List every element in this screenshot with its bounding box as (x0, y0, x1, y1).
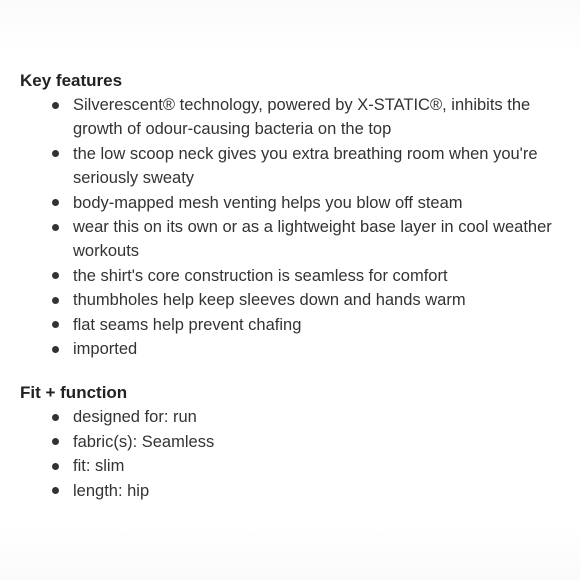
list-item (52, 142, 570, 191)
bottom-background-band (0, 528, 580, 580)
bullet-icon (52, 102, 59, 109)
list-item (52, 454, 570, 478)
list-item-text: length: hip (73, 481, 150, 500)
bullet-icon (52, 487, 59, 494)
list-item-text: wear this on its own or as a lightweight base layer in cool weather workouts (73, 218, 552, 261)
list-item-text: fabric(s): Seamless (73, 432, 215, 451)
bullet-icon (52, 346, 59, 353)
bullet-icon (52, 297, 59, 304)
top-background-band (0, 0, 580, 52)
list-item-text: thumbholes help keep sleeves down and hands warm (73, 291, 466, 310)
list-item (52, 288, 570, 312)
bullet-icon (52, 272, 59, 279)
fit-function-section (20, 382, 570, 503)
list-item-text: designed for: run (73, 408, 197, 427)
key-features-heading: Key features (20, 71, 123, 90)
list-item (52, 337, 570, 361)
list-item-text: Silverescent® technology, powered by X-STATIC®, inhibits the growth of odour-causing bacteria on the top (73, 96, 531, 139)
bullet-icon (52, 463, 59, 470)
list-item-text: flat seams help prevent chafing (73, 315, 302, 334)
bullet-icon (52, 224, 59, 231)
list-item-text: fit: slim (73, 457, 125, 476)
list-item-text: the low scoop neck gives you extra breathing room when you're seriously sweaty (73, 144, 538, 188)
list-item-text: the shirt's core construction is seamless for comfort (73, 266, 448, 285)
list-item (52, 93, 570, 142)
key-features-section (20, 70, 570, 361)
list-item-text: imported (73, 340, 138, 359)
bullet-icon (52, 150, 59, 157)
key-features-list (20, 93, 570, 361)
bullet-icon (52, 199, 59, 206)
list-item (52, 405, 570, 429)
list-item (52, 313, 570, 337)
bullet-icon (52, 438, 59, 445)
list-item (52, 215, 570, 264)
list-item (52, 430, 570, 454)
bullet-icon (52, 321, 59, 328)
list-item (52, 191, 570, 215)
bullet-icon (52, 414, 59, 421)
fit-function-heading: Fit + function (20, 383, 128, 403)
list-item-text: body-mapped mesh venting helps you blow off steam (73, 193, 463, 212)
list-item (52, 479, 570, 503)
fit-function-list (20, 405, 570, 503)
list-item (52, 264, 570, 288)
product-details (20, 70, 570, 503)
